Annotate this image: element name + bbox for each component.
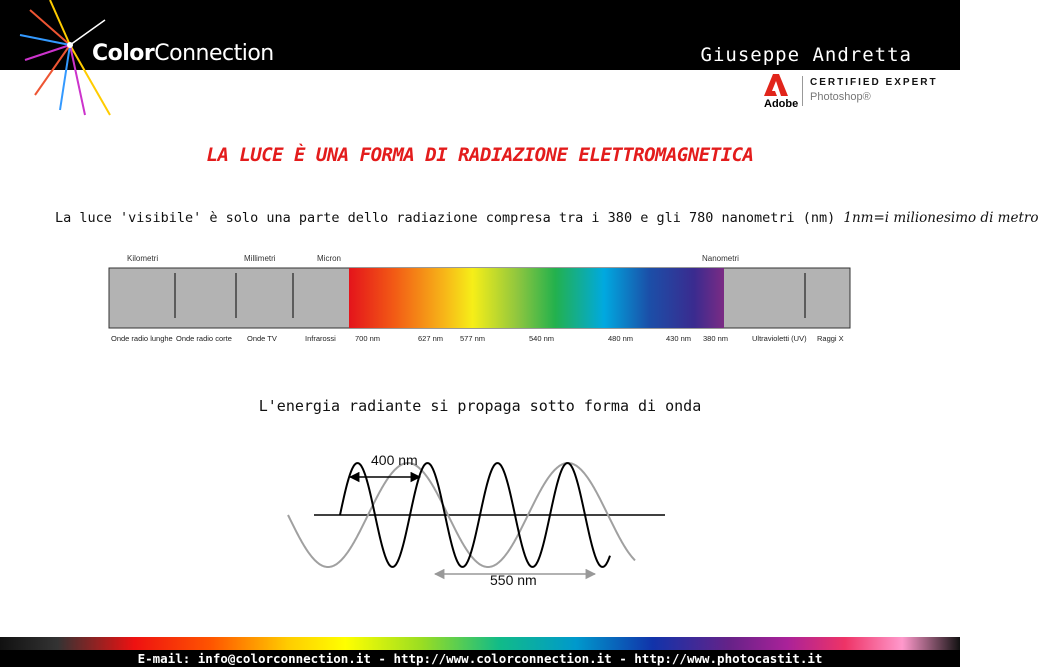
- photoshop-label: Photoshop®: [810, 91, 871, 103]
- certified-expert-label: CERTIFIED EXPERT: [810, 77, 938, 88]
- label-577nm: 577 nm: [460, 334, 486, 343]
- label-480nm: 480 nm: [608, 334, 634, 343]
- label-700nm: 700 nm: [355, 334, 381, 343]
- label-550nm: 550 nm: [490, 572, 537, 588]
- label-micron: Micron: [317, 254, 342, 263]
- label-raggi-x: Raggi X: [817, 334, 844, 343]
- wave-diagram: [280, 448, 680, 598]
- footer-contacts: E-mail: info@colorconnection.it - http://www.colorconnection.it - http://www.photocastit.it: [137, 651, 823, 666]
- brand-name: [92, 41, 274, 66]
- label-430nm: 430 nm: [666, 334, 692, 343]
- adobe-word: Adobe: [764, 98, 799, 110]
- label-infrarossi: Infrarossi: [305, 334, 336, 343]
- electromagnetic-spectrum-bar: [109, 268, 850, 328]
- label-millimetri: Millimetri: [244, 254, 276, 263]
- intro-italic: 1nm=i milionesimo di metro: [843, 210, 1038, 226]
- label-400nm: 400 nm: [371, 452, 418, 468]
- label-onde-radio-lunghe: Onde radio lunghe: [111, 334, 173, 343]
- cert-divider: [802, 76, 803, 106]
- intro-text: [55, 210, 1038, 226]
- brand-bold: Color: [92, 41, 155, 66]
- adobe-icon: [764, 74, 788, 96]
- adobe-logo: [764, 74, 798, 110]
- label-540nm: 540 nm: [529, 334, 555, 343]
- intro-main: La luce 'visibile' è solo una parte dello radiazione compresa tra i 380 e gli 780 nanometri (nm): [55, 210, 844, 226]
- author-name: Giuseppe Andretta: [700, 44, 912, 66]
- label-onde-tv: Onde TV: [247, 334, 277, 343]
- label-627nm: 627 nm: [418, 334, 444, 343]
- brand-thin: Connection: [154, 41, 274, 66]
- wave-caption: L'energia radiante si propaga sotto forma di onda: [258, 397, 702, 415]
- label-nanometri: Nanometri: [702, 254, 739, 263]
- label-kilometri: Kilometri: [127, 254, 159, 263]
- label-onde-radio-corte: Onde radio corte: [176, 334, 232, 343]
- page-title: LA LUCE È UNA FORMA DI RADIAZIONE ELETTROMAGNETICA: [206, 144, 754, 166]
- label-ultravioletti: Ultravioletti (UV): [752, 334, 807, 343]
- rainbow-strip: [0, 637, 960, 650]
- label-380nm: 380 nm: [703, 334, 729, 343]
